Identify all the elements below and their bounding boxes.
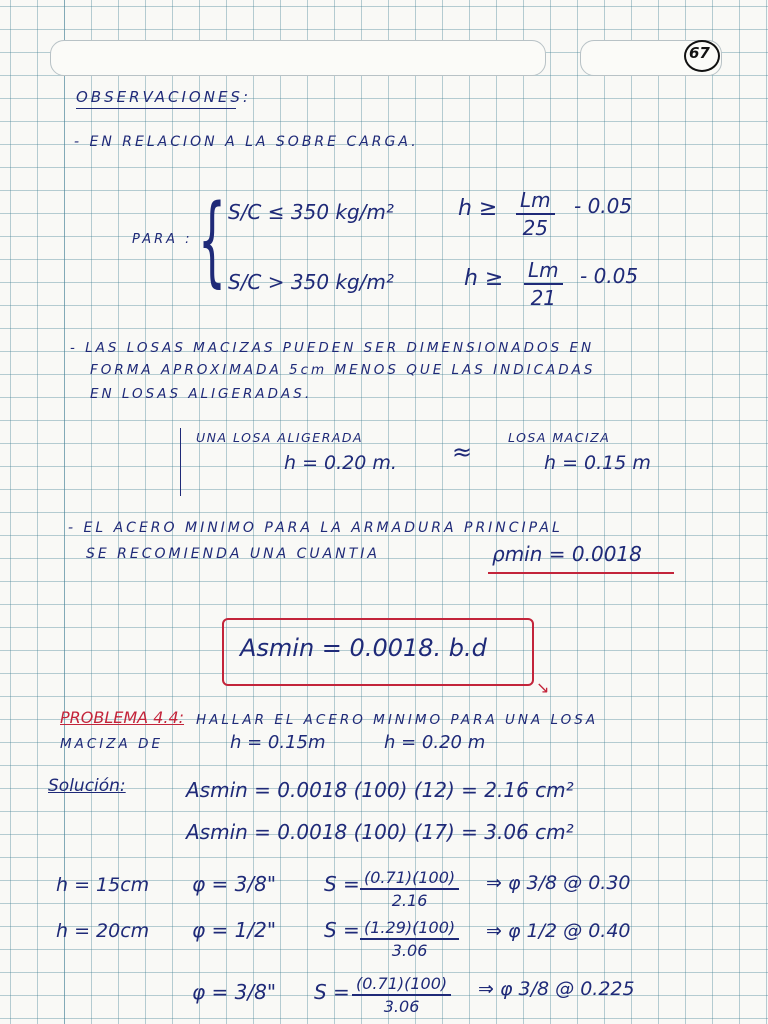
solution-label: Solución: (48, 776, 126, 796)
formula-asmin: Asmin = 0.0018. b.d (240, 634, 487, 662)
case2-load: S/C > 350 kg/m² (228, 270, 394, 294)
row1-fraction (360, 868, 459, 910)
row1-den: 2.16 (391, 891, 428, 910)
case1-num: Lm (516, 188, 555, 215)
formula-arrow-icon: ↘ (536, 678, 550, 697)
row1-h: h = 15cm (56, 874, 150, 896)
row2-phi: φ = 1/2" (192, 918, 277, 942)
case2-den: 21 (530, 286, 557, 310)
obs2-right-label: LOSA MACIZA (508, 430, 611, 445)
rho-min: ρmin = 0.0018 (492, 542, 642, 566)
row3-s: S = (314, 980, 350, 1004)
case2-tail: - 0.05 (580, 264, 639, 288)
row1-s: S = (324, 872, 360, 896)
obs2-left-label: UNA LOSA ALIGERADA (196, 430, 364, 445)
case1-fraction (516, 188, 555, 240)
obs2-line3: EN LOSAS ALIGERADAS. (90, 386, 313, 402)
row1-result: ⇒ φ 3/8 @ 0.30 (486, 872, 631, 894)
row2-fraction (360, 918, 459, 960)
obs2-vertical-line (180, 428, 181, 496)
row1-num: (0.71)(100) (360, 868, 459, 890)
obs2-approx: ≈ (452, 438, 473, 466)
rho-red-underline (488, 572, 674, 574)
case1-load: S/C ≤ 350 kg/m² (228, 200, 394, 224)
case1-den: 25 (522, 216, 549, 240)
case1-tail: - 0.05 (574, 194, 633, 218)
row3-num: (0.71)(100) (352, 974, 451, 996)
para-label: PARA : (132, 232, 193, 247)
problem-label: PROBLEMA 4.4: (60, 708, 185, 727)
row2-h: h = 20cm (56, 920, 150, 942)
row3-result: ⇒ φ 3/8 @ 0.225 (478, 978, 635, 1000)
solution-eq2: Asmin = 0.0018 (100) (17) = 3.06 cm² (186, 820, 574, 844)
obs3-line2: SE RECOMIENDA UNA CUANTIA (86, 546, 380, 562)
problem-line1: HALLAR EL ACERO MINIMO PARA UNA LOSA (196, 712, 599, 728)
obs2-left-value: h = 0.20 m. (284, 452, 397, 474)
row3-fraction (352, 974, 451, 1016)
problem-line2-c: h = 0.20 m (384, 732, 486, 753)
obs2-line1: - LAS LOSAS MACIZAS PUEDEN SER DIMENSIONADOS EN (70, 340, 595, 356)
obs2-right-value: h = 0.15 m (544, 452, 651, 474)
row2-den: 3.06 (391, 941, 428, 960)
row2-num: (1.29)(100) (360, 918, 459, 940)
margin-line (64, 0, 65, 1024)
row3-phi: φ = 3/8" (192, 980, 277, 1004)
heading-underline (76, 108, 236, 109)
obs2-line2: FORMA APROXIMADA 5cm MENOS QUE LAS INDICADAS (90, 362, 596, 378)
case2-rel: h ≥ (464, 266, 504, 291)
case2-num: Lm (524, 258, 563, 285)
header-box-left (50, 40, 546, 76)
row2-result: ⇒ φ 1/2 @ 0.40 (486, 920, 631, 942)
problem-line2-b: h = 0.15m (230, 732, 326, 753)
curly-brace: { (198, 184, 227, 298)
row3-den: 3.06 (383, 997, 420, 1016)
obs1-intro: - EN RELACION A LA SOBRE CARGA. (74, 134, 419, 150)
solution-eq1: Asmin = 0.0018 (100) (12) = 2.16 cm² (186, 778, 574, 802)
row1-phi: φ = 3/8" (192, 872, 277, 896)
obs3-line1: - EL ACERO MINIMO PARA LA ARMADURA PRINCIPAL (68, 520, 563, 536)
heading: OBSERVACIONES: (76, 88, 252, 106)
case2-fraction (524, 258, 563, 310)
row2-s: S = (324, 918, 360, 942)
problem-line2-a: MACIZA DE (60, 736, 163, 752)
case1-rel: h ≥ (458, 196, 498, 221)
page-number: 67 (689, 44, 710, 62)
